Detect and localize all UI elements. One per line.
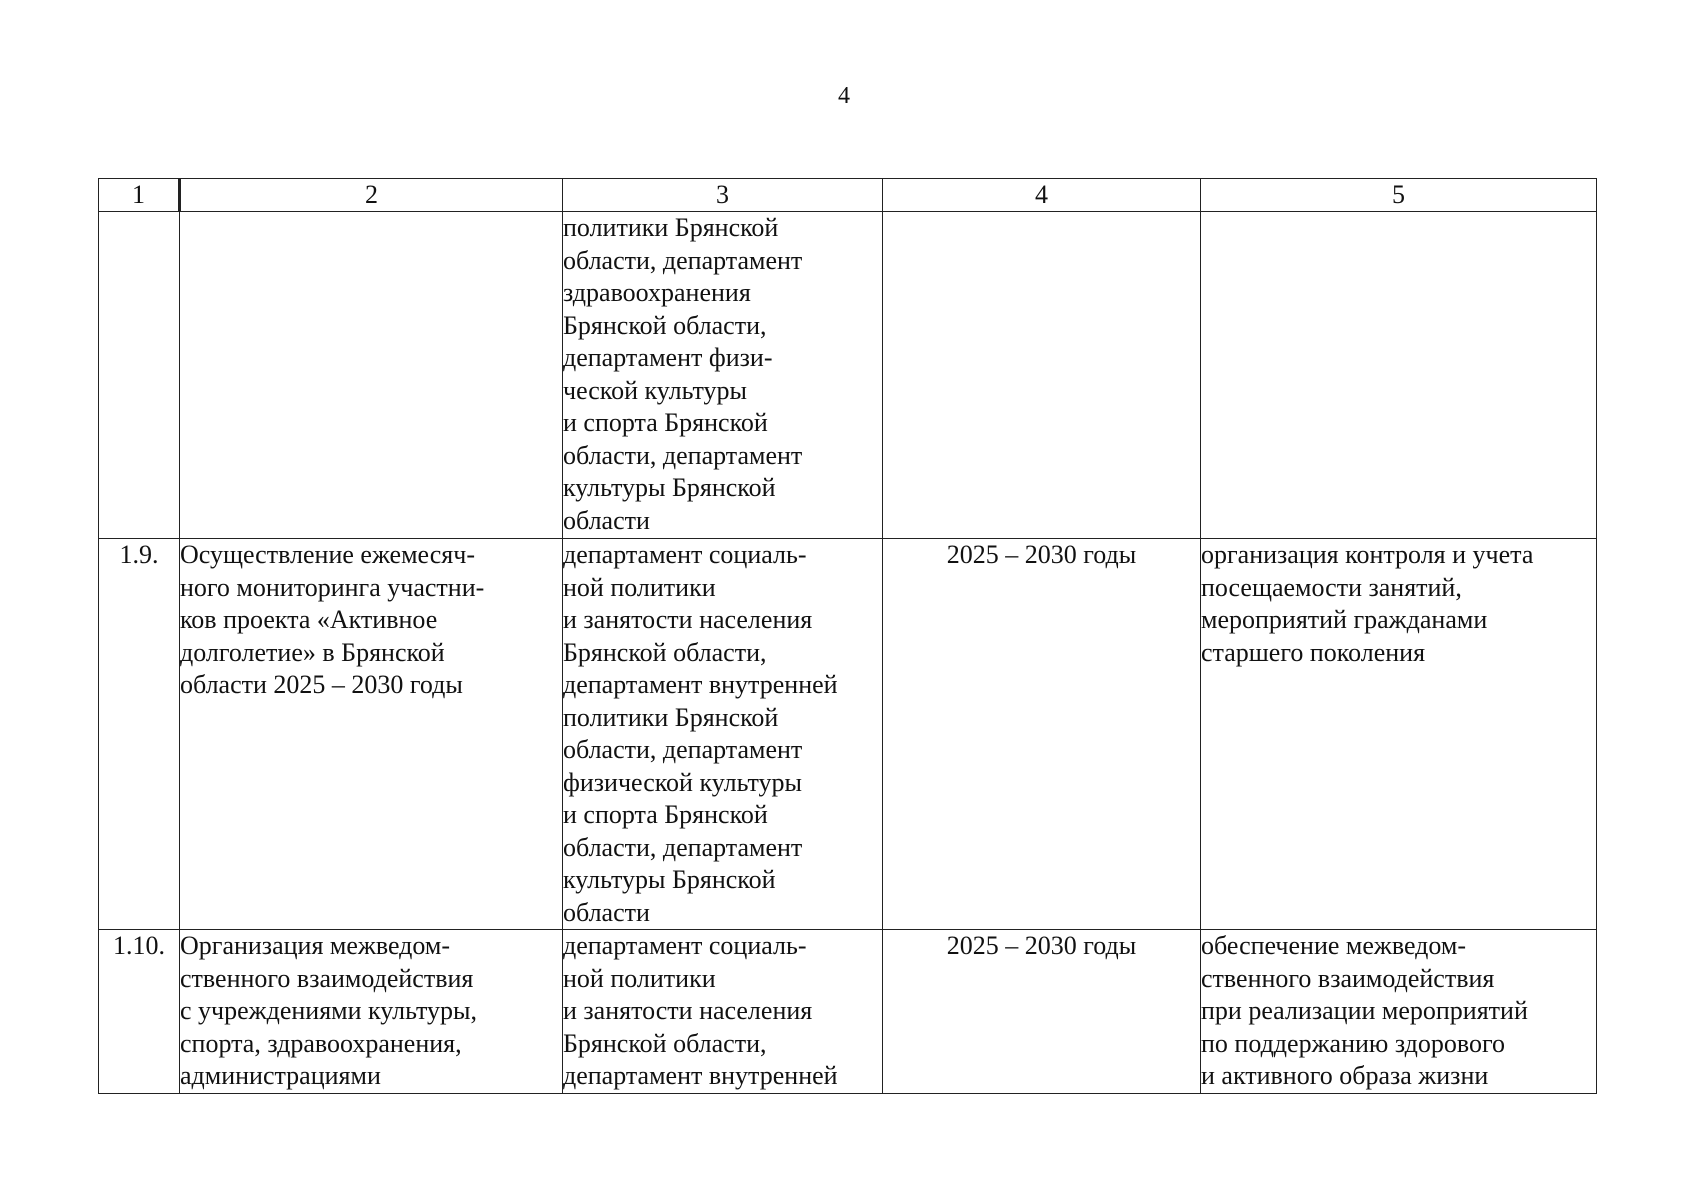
column-header-5: 5: [1201, 179, 1597, 212]
column-header-4: 4: [883, 179, 1201, 212]
row-number-cell: 1.10.: [99, 930, 180, 1094]
executors-cell: департамент социаль- ной политики и занятости населения Брянской области, департамент внутренней политики Брянской области, департамент физической культуры и спорта Брянской области, департамент культуры Брянской области: [563, 539, 883, 930]
result-cell: [1201, 212, 1597, 539]
page-number: 4: [838, 83, 850, 109]
table-row: [99, 539, 1597, 930]
period-cell: 2025 – 2030 годы: [883, 539, 1201, 930]
row-number-cell: 1.9.: [99, 539, 180, 930]
measure-name-cell: [180, 212, 563, 539]
measure-name-cell: Организация межведом- ственного взаимодействия с учреждениями культуры, спорта, здравоохранения, администрациями: [180, 930, 563, 1094]
measures-table: [98, 178, 1597, 1094]
executors-cell: политики Брянской области, департамент здравоохранения Брянской области, департамент физи- ческой культуры и спорта Брянской области, департамент культуры Брянской области: [563, 212, 883, 539]
column-header-3: 3: [563, 179, 883, 212]
result-cell: обеспечение межведом- ственного взаимодействия при реализации мероприятий по поддержанию здорового и активного образа жизни: [1201, 930, 1597, 1094]
period-cell: 2025 – 2030 годы: [883, 930, 1201, 1094]
period-cell: [883, 212, 1201, 539]
measure-name-cell: Осуществление ежемесяч- ного мониторинга участни- ков проекта «Активное долголетие» в Брянской области 2025 – 2030 годы: [180, 539, 563, 930]
executors-cell: департамент социаль- ной политики и занятости населения Брянской области, департамент внутренней: [563, 930, 883, 1094]
row-number-cell: [99, 212, 180, 539]
column-header-1: 1: [99, 179, 180, 212]
column-header-2: 2: [180, 179, 563, 212]
table-row: [99, 930, 1597, 1094]
result-cell: организация контроля и учета посещаемости занятий, мероприятий гражданами старшего поколения: [1201, 539, 1597, 930]
table-row: [99, 212, 1597, 539]
table-header-row: [99, 179, 1597, 212]
